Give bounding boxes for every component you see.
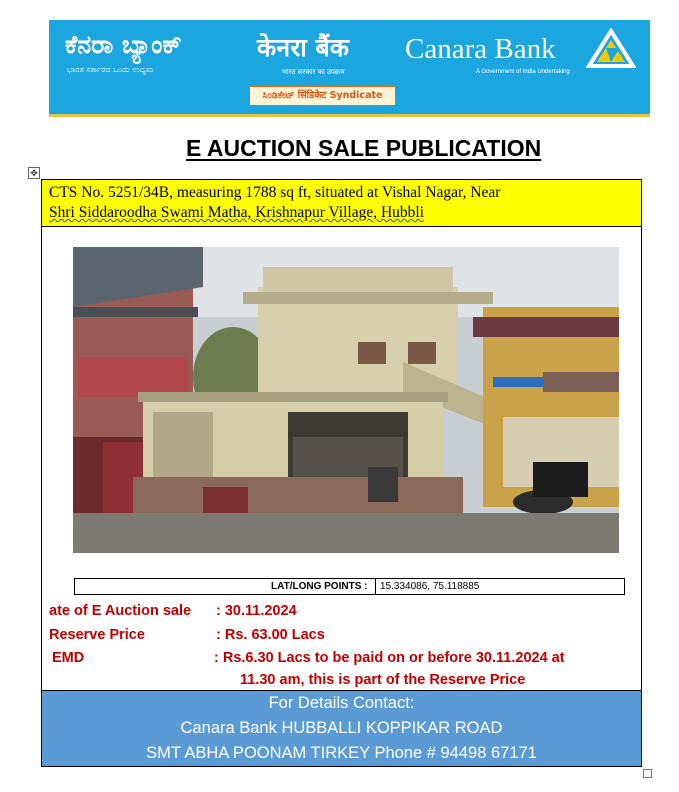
address-line-2: Shri Siddaroodha Swami Matha, Krishnapur Village, Hubbli <box>49 204 425 221</box>
bank-name-hindi: केनरा बैंक <box>257 33 349 62</box>
contact-details <box>42 690 641 766</box>
bank-name-english: Canara Bank <box>405 33 556 65</box>
resize-square-icon[interactable] <box>643 769 652 778</box>
auction-table <box>41 179 642 767</box>
bank-header-banner <box>49 20 650 114</box>
emd-label: EMD <box>52 650 85 666</box>
emd-value-line-1: : Rs.6.30 Lacs to be paid on or before 30.11.2024 at <box>214 650 565 666</box>
property-photo <box>73 247 619 553</box>
syndicate-badge: ಸಿಂಡಿಕೇಟ್ सिंडिकेट Syndicate <box>249 86 396 106</box>
latlong-value: 15.334086, 75.118885 <box>380 581 480 592</box>
bank-tagline-kannada: ಭಾರತ ಸರ್ಕಾರದ ಒಂದು ಉದ್ಯಮ <box>67 65 154 74</box>
bank-tagline-hindi: भारत सरकार का उपक्रम <box>282 68 345 76</box>
banner-divider <box>49 114 650 117</box>
reserve-price-label: Reserve Price <box>49 627 145 643</box>
address-line-1: CTS No. 5251/34B, measuring 1788 sq ft, situated at Vishal Nagar, Near <box>49 184 501 201</box>
reserve-price-value: : Rs. 63.00 Lacs <box>216 627 325 643</box>
auction-date-label: ate of E Auction sale <box>49 603 192 619</box>
latlong-row <box>74 578 625 595</box>
latlong-divider <box>375 578 376 595</box>
bank-name-kannada: ಕೆನರಾ ಬ್ಯಾಂಕ್ <box>65 30 182 59</box>
move-cross-icon[interactable]: ✥ <box>28 167 40 179</box>
auction-date-value: : 30.11.2024 <box>216 603 297 619</box>
contact-heading: For Details Contact: <box>268 694 415 712</box>
emd-value-line-2: 11.30 am, this is part of the Reserve Price <box>240 672 526 688</box>
property-address <box>42 180 641 227</box>
contact-branch: Canara Bank HUBBALLI KOPPIKAR ROAD <box>180 719 503 737</box>
latlong-label: LAT/LONG POINTS : <box>271 581 368 592</box>
contact-person-phone: SMT ABHA POONAM TIRKEY Phone # 94498 67171 <box>146 744 537 762</box>
page-title: E AUCTION SALE PUBLICATION <box>186 135 542 161</box>
canara-triangle-logo-icon <box>586 28 636 70</box>
bank-tagline-english: A Government of India Undertaking <box>476 69 570 75</box>
